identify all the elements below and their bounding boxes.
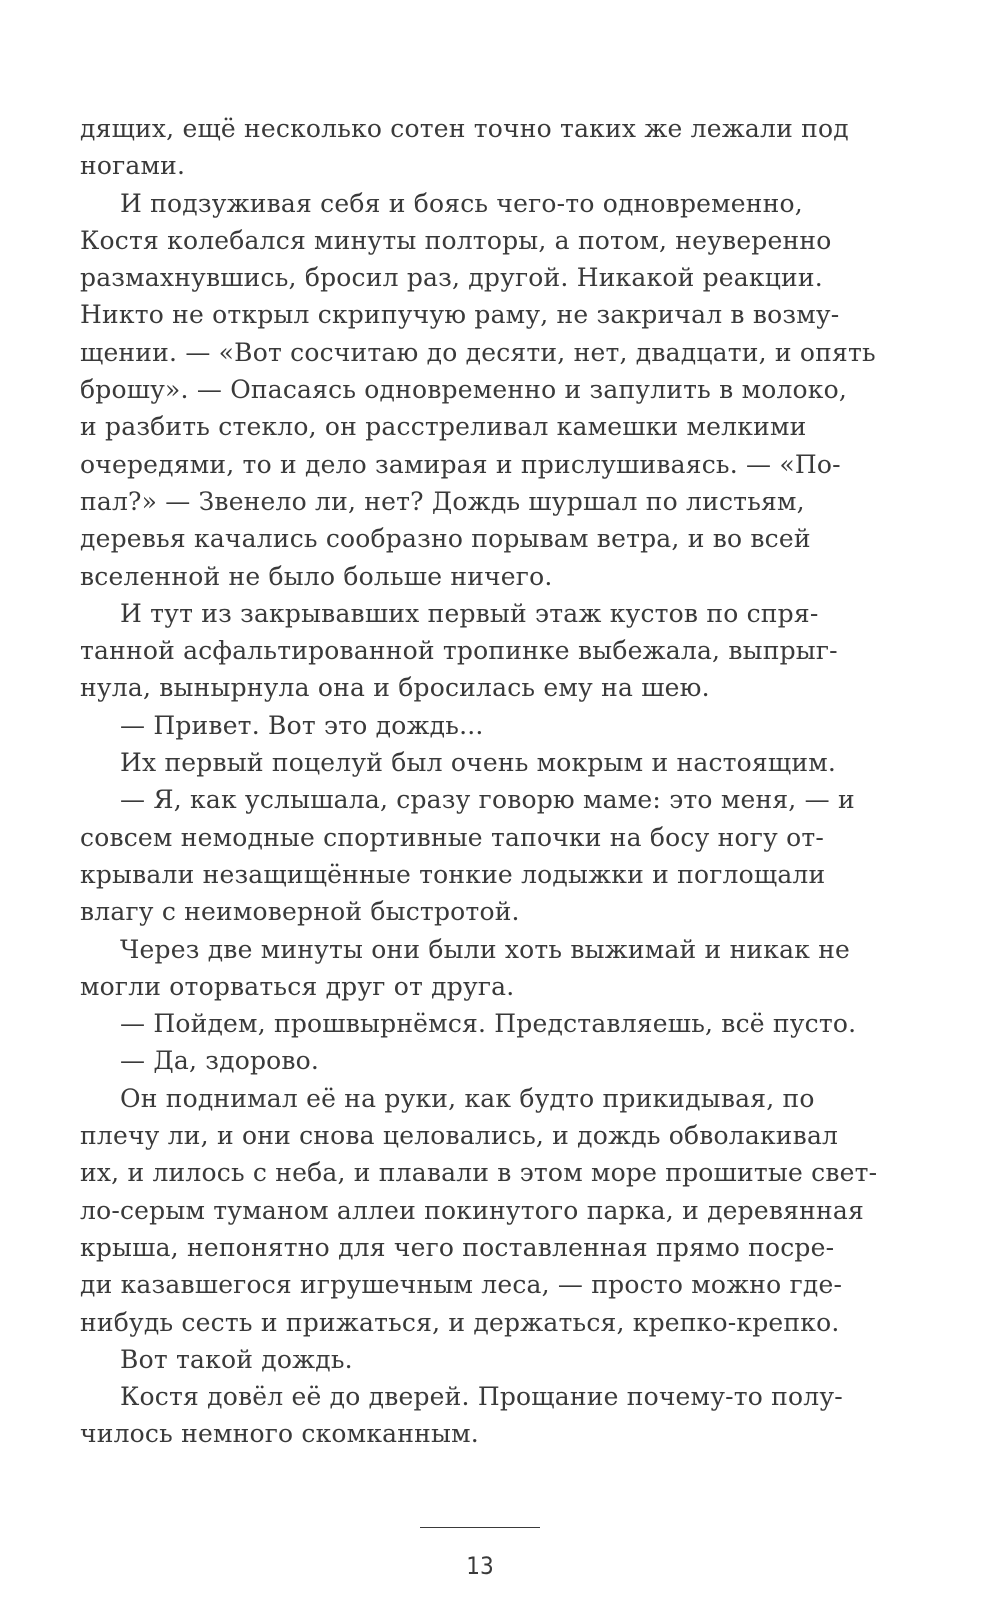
text-line: плечу ли, и они снова целовались, и дождь обволакивал bbox=[80, 1121, 839, 1151]
text-line: — Привет. Вот это дождь... bbox=[120, 710, 484, 740]
text-line: — Да, здорово. bbox=[120, 1046, 320, 1076]
text-line: и разбить стекло, он расстреливал камешки мелкими bbox=[80, 412, 807, 442]
text-line: — Пойдем, прошвырнёмся. Представляешь, всё пусто. bbox=[120, 1009, 857, 1039]
page-number: 13 bbox=[466, 1552, 494, 1580]
text-line: Никто не открыл скрипучую раму, не закричал в возму- bbox=[80, 300, 840, 330]
text-line: ло-серым туманом аллеи покинутого парка, и деревянная bbox=[80, 1195, 864, 1225]
text-line: И подзуживая себя и боясь чего-то одновременно, bbox=[120, 188, 803, 218]
text-line: ногами. bbox=[80, 151, 186, 181]
text-line: вселенной не было больше ничего. bbox=[80, 561, 553, 591]
text-line: Их первый поцелуй был очень мокрым и настоящим. bbox=[120, 748, 836, 778]
text-line: дящих, ещё несколько сотен точно таких же лежали под bbox=[80, 114, 849, 143]
text-line: щении. — «Вот сосчитаю до десяти, нет, двадцати, и опять bbox=[80, 337, 876, 367]
text-line: И тут из закрывавших первый этаж кустов по спря- bbox=[120, 598, 819, 628]
text-line: могли оторваться друг от друга. bbox=[80, 971, 515, 1001]
text-line: деревья качались сообразно порывам ветра, и во всей bbox=[80, 524, 811, 554]
text-line: крыша, непонятно для чего поставленная прямо посре- bbox=[80, 1232, 835, 1262]
text-line: Через две минуты они были хоть выжимай и никак не bbox=[120, 934, 851, 964]
text-line: — Я, как услышала, сразу говорю маме: это меня, — и bbox=[120, 785, 855, 815]
text-line: Он поднимал её на руки, как будто прикидывая, по bbox=[120, 1083, 815, 1113]
text-line: очередями, то и дело замирая и прислушиваясь. — «По- bbox=[80, 449, 841, 479]
text-line: нула, вынырнула она и бросилась ему на шею. bbox=[80, 673, 710, 703]
text-line: Вот такой дождь. bbox=[120, 1344, 353, 1374]
text-line: чилось немного скомканным. bbox=[80, 1419, 479, 1449]
text-line: Костя колебался минуты полторы, а потом, неуверенно bbox=[80, 225, 832, 255]
text-line: крывали незащищённые тонкие лодыжки и поглощали bbox=[80, 859, 826, 889]
text-line: нибудь сесть и прижаться, и держаться, крепко-крепко. bbox=[80, 1307, 840, 1337]
text-line: их, и лилось с неба, и плавали в этом море прошитые свет- bbox=[80, 1158, 878, 1188]
text-line: совсем немодные спортивные тапочки на босу ногу от- bbox=[80, 822, 825, 852]
text-line: танной асфальтированной тропинке выбежала, выпрыг- bbox=[80, 636, 838, 666]
body-text bbox=[80, 110, 880, 1453]
text-line: ди казавшегося игрушечным леса, — просто можно где- bbox=[80, 1270, 843, 1300]
footer-divider bbox=[420, 1527, 540, 1528]
text-line: брошу». — Опасаясь одновременно и запулить в молоко, bbox=[80, 375, 848, 405]
text-line: размахнувшись, бросил раз, другой. Никакой реакции. bbox=[80, 263, 823, 293]
text-line: влагу с неимоверной быстротой. bbox=[80, 897, 520, 927]
text-line: Костя довёл её до дверей. Прощание почему-то полу- bbox=[120, 1382, 843, 1412]
text-line: пал?» — Звенело ли, нет? Дождь шуршал по листьям, bbox=[80, 486, 805, 516]
